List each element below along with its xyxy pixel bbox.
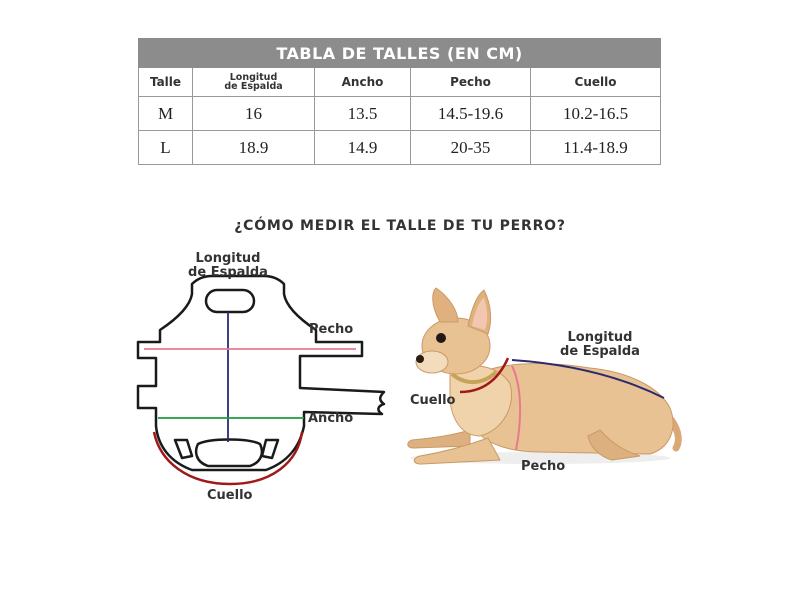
cell-longitud: 16 — [193, 97, 315, 131]
dog-back-length-line1: Longitud — [567, 330, 633, 345]
header-longitud-line2: de Espalda — [224, 81, 283, 92]
how-to-measure-title: ¿CÓMO MEDIR EL TALLE DE TU PERRO? — [234, 218, 566, 234]
garment-back-length-line1: Longitud — [195, 251, 261, 266]
cell-pecho: 20-35 — [411, 131, 531, 165]
cell-ancho: 14.9 — [315, 131, 411, 165]
cell-talle: M — [139, 97, 193, 131]
cell-cuello: 10.2-16.5 — [531, 97, 661, 131]
garment-back-length-line2: de Espalda — [188, 265, 268, 280]
cell-cuello: 11.4-18.9 — [531, 131, 661, 165]
header-cuello: Cuello — [531, 68, 661, 97]
cell-talle: L — [139, 131, 193, 165]
header-ancho: Ancho — [315, 68, 411, 97]
dog-back-length-line2: de Espalda — [560, 344, 640, 359]
dog-neck-label: Cuello — [410, 393, 456, 408]
dog-ear-left — [433, 288, 458, 322]
garment-neck-label: Cuello — [207, 488, 253, 503]
dog-chest-label: Pecho — [521, 459, 566, 474]
header-longitud-line1: Longitud — [229, 71, 278, 83]
cell-longitud: 18.9 — [193, 131, 315, 165]
garment-width-label: Ancho — [308, 411, 354, 426]
header-pecho: Pecho — [411, 68, 531, 97]
table-title: TABLA DE TALLES (EN CM) — [139, 39, 661, 68]
dog-back-length-label — [552, 331, 648, 359]
cell-pecho: 14.5-19.6 — [411, 97, 531, 131]
cell-ancho: 13.5 — [315, 97, 411, 131]
garment-chest-label: Pecho — [309, 322, 354, 337]
dog-eye — [436, 333, 446, 343]
header-talle: Talle — [139, 68, 193, 97]
dog-front-leg-back — [408, 430, 470, 448]
dog-nose — [416, 355, 424, 363]
